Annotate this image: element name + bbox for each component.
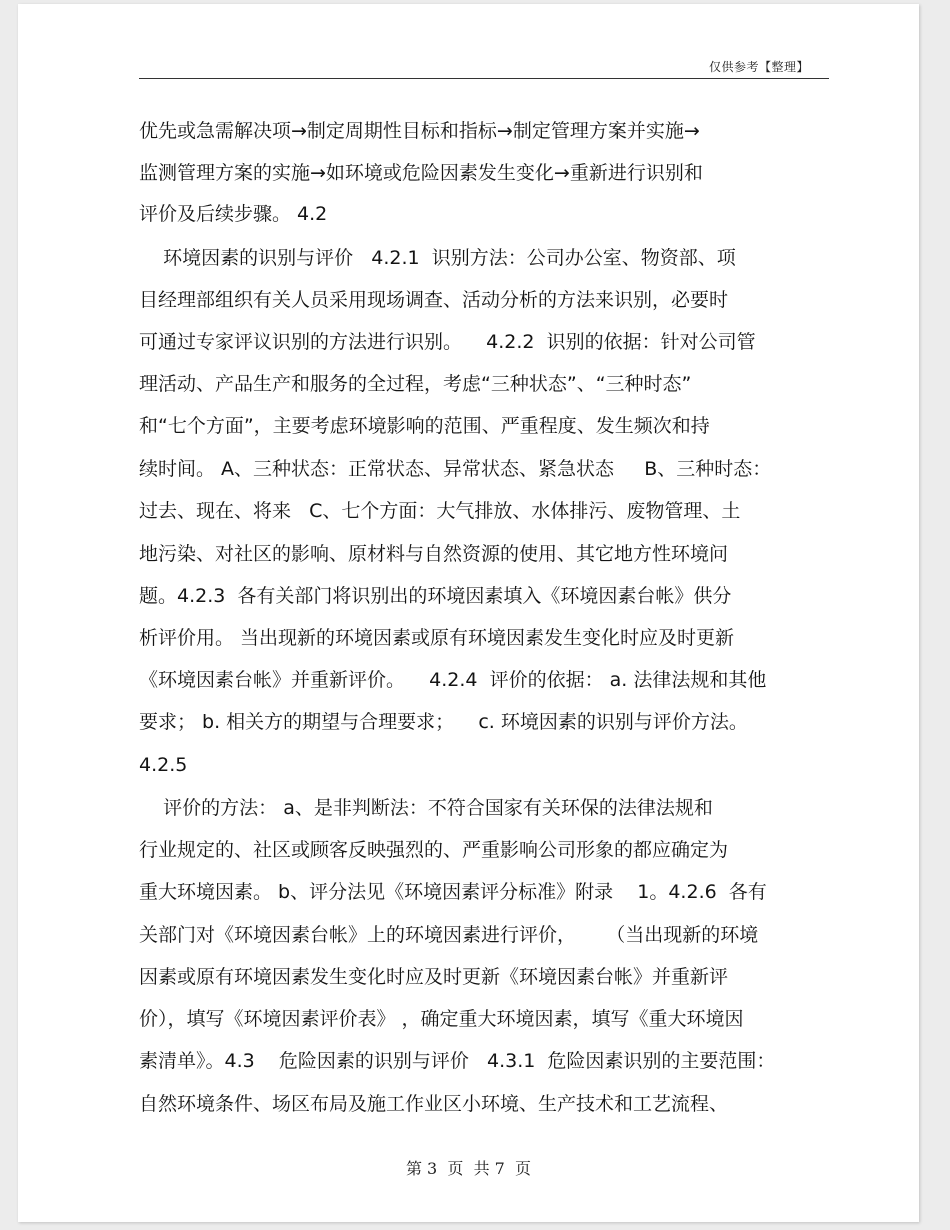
text-line: 要求； b. 相关方的期望与合理要求； c. 环境因素的识别与评价方法。 [139,711,748,733]
text-line: 题。4.2.3 各有关部门将识别出的环境因素填入《环境因素台帐》供分 [139,585,732,607]
header-divider [139,78,829,79]
text-line: 目经理部组织有关人员采用现场调查、活动分析的方法来识别，必要时 [139,289,729,311]
text-line: 关部门对《环境因素台帐》上的环境因素进行评价， （当出现新的环境 [139,924,759,946]
text-line: 可通过专家评议识别的方法进行识别。 4.2.2 识别的依据：针对公司管 [139,331,756,353]
text-line: 监测管理方案的实施→如环境或危险因素发生变化→重新进行识别和 [139,162,703,184]
text-line: 《环境因素台帐》并重新评价。 4.2.4 评价的依据： a. 法律法规和其他 [139,669,767,691]
text-line: 4.2.5 [139,754,188,776]
text-line: 素清单》。4.3 危险因素的识别与评价 4.3.1 危险因素识别的主要范围： [139,1050,776,1072]
text-line: 价），填写《环境因素评价表》 ，确定重大环境因素，填写《重大环境因 [139,1008,744,1030]
text-line: 环境因素的识别与评价 4.2.1 识别方法：公司办公室、物资部、项 [139,247,736,269]
text-line: 自然环境条件、场区布局及施工作业区小环境、生产技术和工艺流程、 [139,1093,729,1115]
document-page [18,4,919,1222]
text-line: 析评价用。 当出现新的环境因素或原有环境因素发生变化时应及时更新 [139,627,735,649]
text-line: 因素或原有环境因素发生变化时应及时更新《环境因素台帐》并重新评 [139,966,729,988]
text-line: 理活动、产品生产和服务的全过程，考虑“三种状态”、“三种时态” [139,373,692,395]
page-header: 仅供参考【整理】 [708,60,809,74]
text-line: 行业规定的、社区或顾客反映强烈的、严重影响公司形象的都应确定为 [139,839,729,861]
text-line: 地污染、对社区的影响、原材料与自然资源的使用、其它地方性环境问 [139,543,729,565]
text-line: 过去、现在、将来 C、七个方面：大气排放、水体排污、废物管理、土 [139,500,741,522]
page-number-footer: 第 3 页 共 7 页 [405,1159,532,1178]
text-line: 续时间。 A、三种状态：正常状态、异常状态、紧急状态 B、三种时态： [139,458,772,480]
text-line: 优先或急需解决项→制定周期性目标和指标→制定管理方案并实施→ [139,120,700,142]
text-line: 评价及后续步骤。 4.2 [139,203,328,225]
text-line: 评价的方法： a、是非判断法：不符合国家有关环保的法律法规和 [139,797,713,819]
text-line: 重大环境因素。 b、评分法见《环境因素评分标准》附录 1。4.2.6 各有 [139,881,767,903]
text-line: 和“七个方面”，主要考虑环境影响的范围、严重程度、发生频次和持 [139,415,710,437]
